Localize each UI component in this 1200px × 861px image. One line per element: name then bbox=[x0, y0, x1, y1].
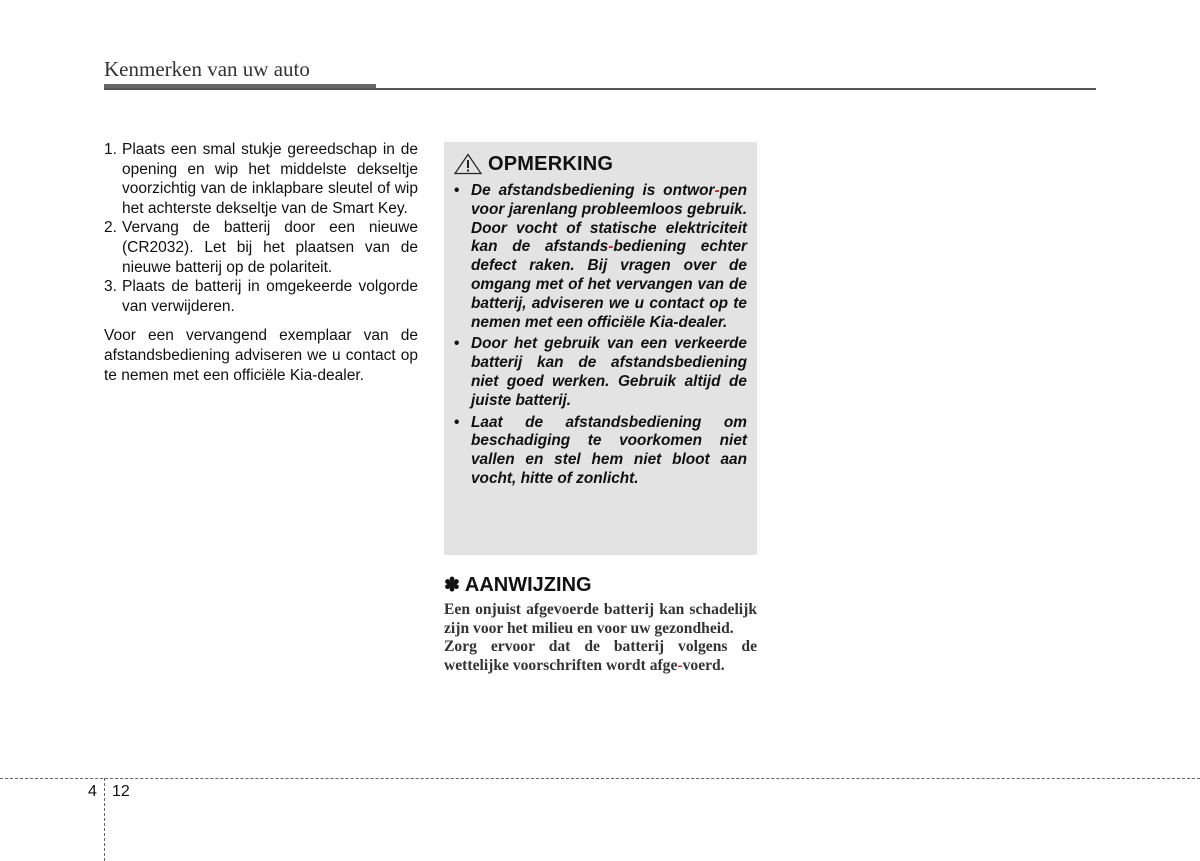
step-text: Plaats de batterij in omgekeerde volgorde van verwijderen. bbox=[122, 278, 418, 315]
bullet: • bbox=[454, 413, 460, 431]
warning-triangle-icon bbox=[454, 153, 482, 175]
header-rule bbox=[104, 88, 1096, 90]
hint-heading bbox=[444, 574, 757, 597]
note-item bbox=[454, 182, 747, 332]
hint-paragraph: Zorg ervoor dat de batterij volgens de wettelijke voorschriften wordt afge-voerd. bbox=[444, 638, 757, 674]
step-number: 3. bbox=[104, 278, 117, 296]
star-icon: ✽ bbox=[444, 575, 460, 596]
step-text: Plaats een smal stukje gereedschap in de opening en wip het middelste dekseltje voorzichtig van de inklapbare sleutel of wip het achterste dekseltje van de Smart Key. bbox=[122, 141, 418, 217]
note-box bbox=[444, 142, 757, 555]
step-text: Vervang de batterij door een nieuwe (CR2032). Let bij het plaatsen van de nieuwe batterij op de polariteit. bbox=[122, 219, 418, 276]
note-text: De afstandsbediening is ontwor-pen voor jarenlang probleemloos gebruik. Door vocht of statische elektriciteit kan de afstands-bediening echter defect raken. Bij vragen over de omgang met of het vervangen van de batterij, adviseren we u contact op te nemen met een officiële Kia-dealer. bbox=[471, 182, 747, 331]
step-number: 1. bbox=[104, 141, 117, 158]
step-item bbox=[104, 277, 418, 316]
step-item bbox=[104, 140, 418, 218]
bullet: • bbox=[454, 335, 460, 353]
note-heading bbox=[454, 152, 747, 176]
replacement-paragraph: Voor een vervangend exemplaar van de afstandsbediening adviseren we u contact op te nemen met een officiële Kia-dealer. bbox=[104, 327, 418, 384]
footer-rule bbox=[0, 778, 1200, 779]
bullet: • bbox=[454, 182, 460, 199]
step-number: 2. bbox=[104, 219, 117, 237]
note-list bbox=[454, 182, 747, 489]
note-title: OPMERKING bbox=[488, 152, 614, 175]
chapter-number: 4 bbox=[88, 783, 97, 800]
hint-section bbox=[444, 574, 757, 675]
step-item bbox=[104, 218, 418, 277]
note-text: Laat de afstandsbediening om beschadiging te voorkomen niet vallen en stel hem niet bloot aan vocht, hitte of zonlicht. bbox=[471, 413, 747, 487]
steps-list bbox=[104, 140, 418, 316]
instructions-column bbox=[104, 140, 418, 401]
footer-divider bbox=[104, 778, 105, 861]
page-number: 12 bbox=[112, 783, 130, 800]
hint-paragraph: Een onjuist afgevoerde batterij kan schadelijk zijn voor het milieu en voor uw gezondheid. bbox=[444, 601, 757, 637]
note-item bbox=[454, 335, 747, 410]
note-text: Door het gebruik van een verkeerde batterij kan de afstandsbediening niet goed werken. Gebruik altijd de juiste batterij. bbox=[471, 335, 747, 409]
hint-body bbox=[444, 601, 757, 675]
note-item bbox=[454, 414, 747, 489]
hint-title: AANWIJZING bbox=[464, 574, 592, 596]
page-header-title: Kenmerken van uw auto bbox=[104, 57, 310, 81]
